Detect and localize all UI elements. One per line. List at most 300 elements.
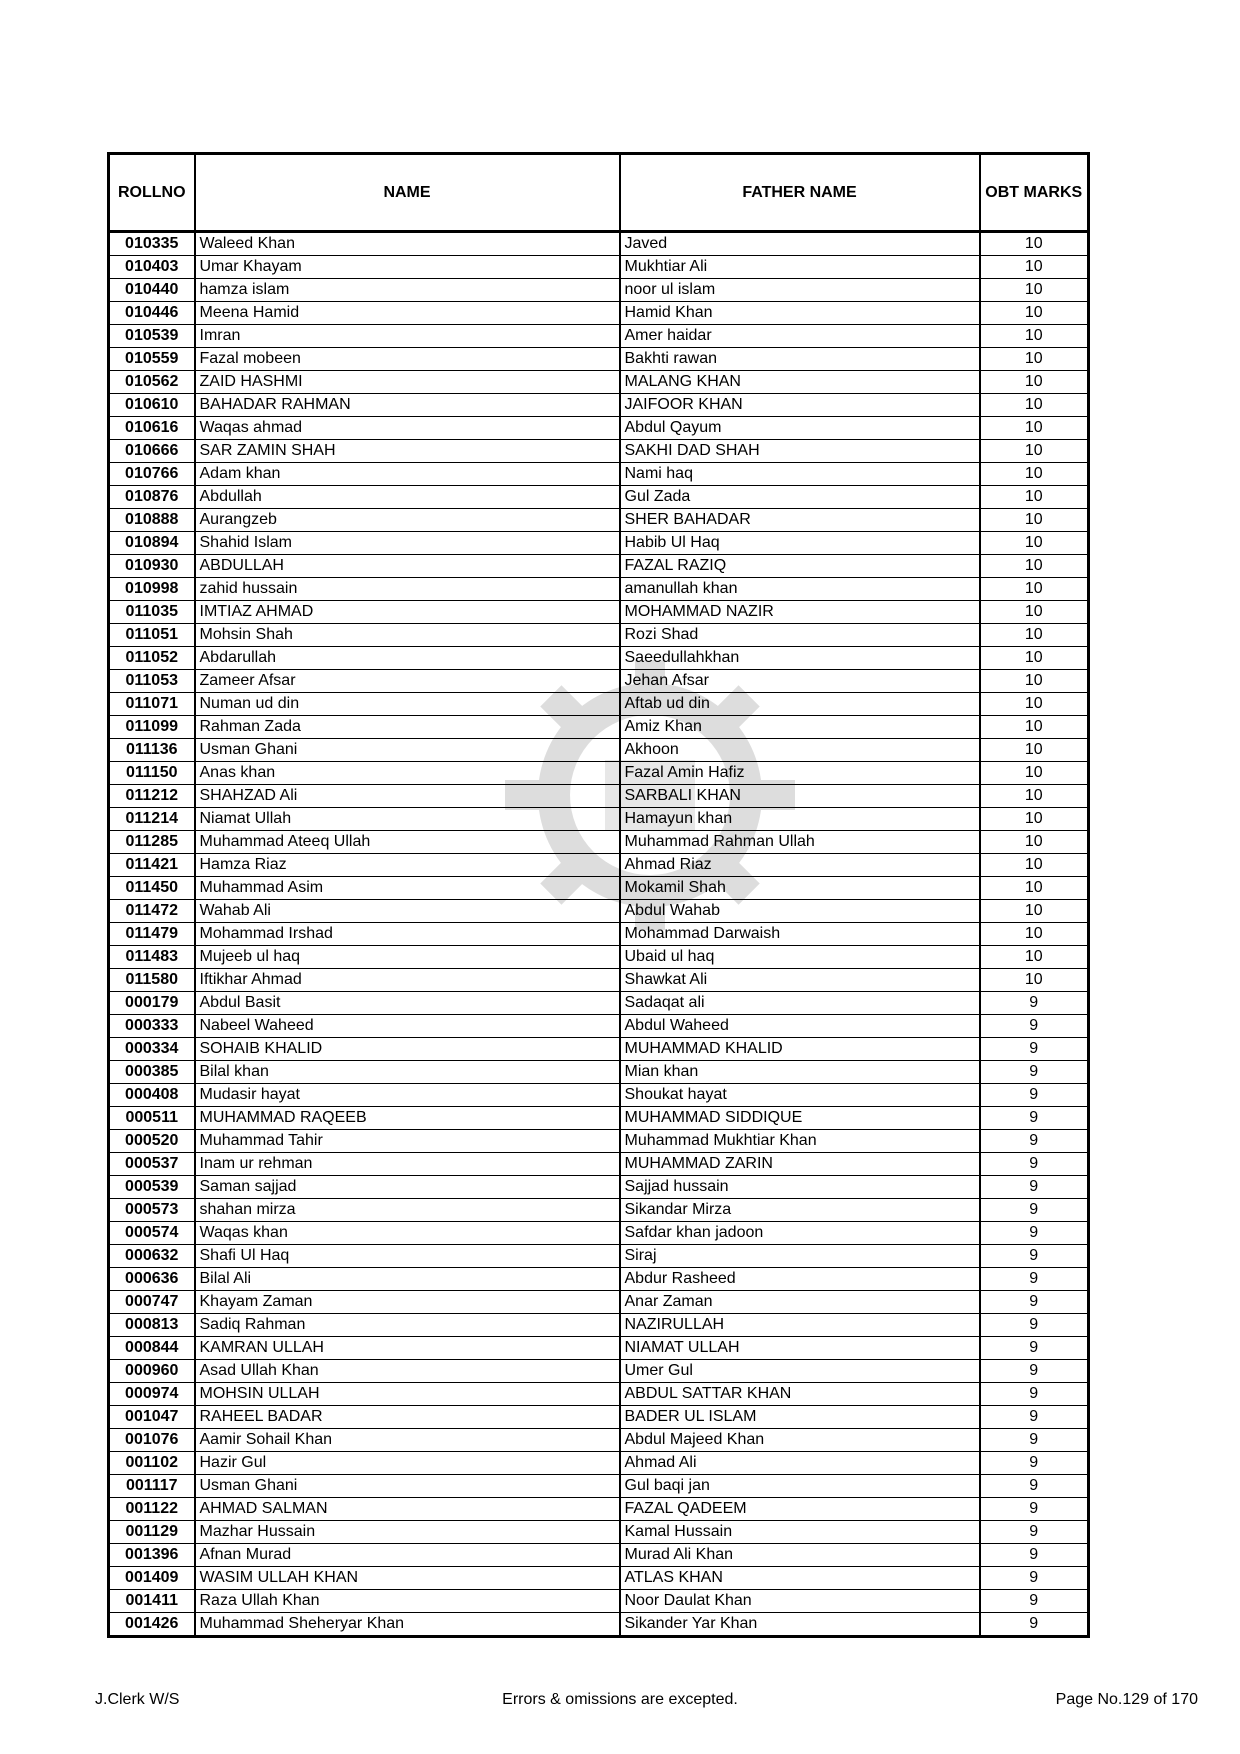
roll-number-cell: 000974 bbox=[109, 1383, 195, 1406]
table-row bbox=[109, 1176, 1089, 1199]
table-row bbox=[109, 1245, 1089, 1268]
student-name-cell: Bilal khan bbox=[195, 1061, 620, 1084]
roll-number-cell: 011580 bbox=[109, 969, 195, 992]
father-name-cell: Ubaid ul haq bbox=[620, 946, 980, 969]
marks-cell: 10 bbox=[980, 831, 1089, 854]
father-name-cell: Rozi Shad bbox=[620, 624, 980, 647]
marks-cell: 10 bbox=[980, 670, 1089, 693]
father-name-cell: NIAMAT ULLAH bbox=[620, 1337, 980, 1360]
roll-number-cell: 001102 bbox=[109, 1452, 195, 1475]
student-name-cell: Rahman Zada bbox=[195, 716, 620, 739]
student-name-cell: Aamir Sohail Khan bbox=[195, 1429, 620, 1452]
roll-number-cell: 010666 bbox=[109, 440, 195, 463]
table-row bbox=[109, 854, 1089, 877]
roll-number-cell: 001129 bbox=[109, 1521, 195, 1544]
table-row bbox=[109, 670, 1089, 693]
table-row bbox=[109, 946, 1089, 969]
table-row bbox=[109, 923, 1089, 946]
father-name-cell: Abdur Rasheed bbox=[620, 1268, 980, 1291]
father-name-cell: Hamid Khan bbox=[620, 302, 980, 325]
marks-cell: 10 bbox=[980, 532, 1089, 555]
roll-number-cell: 000511 bbox=[109, 1107, 195, 1130]
table-row bbox=[109, 1222, 1089, 1245]
father-name-cell: amanullah khan bbox=[620, 578, 980, 601]
roll-number-cell: 011285 bbox=[109, 831, 195, 854]
table-row bbox=[109, 877, 1089, 900]
father-name-cell: Amiz Khan bbox=[620, 716, 980, 739]
table-row bbox=[109, 232, 1089, 256]
student-name-cell: Shafi Ul Haq bbox=[195, 1245, 620, 1268]
father-name-cell: Ahmad Ali bbox=[620, 1452, 980, 1475]
student-name-cell: Wahab Ali bbox=[195, 900, 620, 923]
student-name-cell: Nabeel Waheed bbox=[195, 1015, 620, 1038]
marks-cell: 9 bbox=[980, 1360, 1089, 1383]
student-name-cell: WASIM ULLAH KHAN bbox=[195, 1567, 620, 1590]
marks-cell: 10 bbox=[980, 946, 1089, 969]
roll-number-cell: 010888 bbox=[109, 509, 195, 532]
father-name-cell: BADER UL ISLAM bbox=[620, 1406, 980, 1429]
table-row bbox=[109, 578, 1089, 601]
student-name-cell: Zameer Afsar bbox=[195, 670, 620, 693]
marks-cell: 9 bbox=[980, 1314, 1089, 1337]
table-row bbox=[109, 785, 1089, 808]
student-name-cell: ABDULLAH bbox=[195, 555, 620, 578]
table-row bbox=[109, 1521, 1089, 1544]
student-name-cell: Imran bbox=[195, 325, 620, 348]
roll-number-cell: 011136 bbox=[109, 739, 195, 762]
roll-number-cell: 000408 bbox=[109, 1084, 195, 1107]
roll-number-cell: 010403 bbox=[109, 256, 195, 279]
student-name-cell: Abdul Basit bbox=[195, 992, 620, 1015]
header-row bbox=[109, 154, 1089, 232]
marks-cell: 9 bbox=[980, 1337, 1089, 1360]
father-name-cell: Sikander Yar Khan bbox=[620, 1613, 980, 1637]
student-name-cell: KAMRAN ULLAH bbox=[195, 1337, 620, 1360]
rollno-header: ROLLNO bbox=[109, 154, 195, 232]
table-row bbox=[109, 555, 1089, 578]
father-name-cell: Umer Gul bbox=[620, 1360, 980, 1383]
roll-number-cell: 000960 bbox=[109, 1360, 195, 1383]
father-name-cell: Muhammad Rahman Ullah bbox=[620, 831, 980, 854]
table-row bbox=[109, 394, 1089, 417]
father-name-cell: MUHAMMAD ZARIN bbox=[620, 1153, 980, 1176]
student-name-cell: SAR ZAMIN SHAH bbox=[195, 440, 620, 463]
roll-number-cell: 000573 bbox=[109, 1199, 195, 1222]
marks-cell: 9 bbox=[980, 1475, 1089, 1498]
table-row bbox=[109, 624, 1089, 647]
table-row bbox=[109, 532, 1089, 555]
marks-cell: 9 bbox=[980, 1291, 1089, 1314]
marks-cell: 10 bbox=[980, 647, 1089, 670]
footer-clerk: J.Clerk W/S bbox=[95, 1691, 180, 1708]
roll-number-cell: 010559 bbox=[109, 348, 195, 371]
table-row bbox=[109, 417, 1089, 440]
table-row bbox=[109, 1406, 1089, 1429]
father-name-cell: Nami haq bbox=[620, 463, 980, 486]
student-name-cell: Muhammad Sheheryar Khan bbox=[195, 1613, 620, 1637]
student-name-cell: Usman Ghani bbox=[195, 739, 620, 762]
roll-number-cell: 000537 bbox=[109, 1153, 195, 1176]
table-row bbox=[109, 279, 1089, 302]
father-name-cell: Abdul Waheed bbox=[620, 1015, 980, 1038]
father-name-cell: MUHAMMAD SIDDIQUE bbox=[620, 1107, 980, 1130]
father-name-cell: JAIFOOR KHAN bbox=[620, 394, 980, 417]
marks-cell: 9 bbox=[980, 1130, 1089, 1153]
father-name-cell: Muhammad Mukhtiar Khan bbox=[620, 1130, 980, 1153]
marks-cell: 9 bbox=[980, 1107, 1089, 1130]
student-name-cell: Shahid Islam bbox=[195, 532, 620, 555]
student-name-cell: Saman sajjad bbox=[195, 1176, 620, 1199]
marks-cell: 9 bbox=[980, 1498, 1089, 1521]
table-row bbox=[109, 992, 1089, 1015]
table-row bbox=[109, 440, 1089, 463]
roll-number-cell: 000334 bbox=[109, 1038, 195, 1061]
table-row bbox=[109, 302, 1089, 325]
student-name-cell: Fazal mobeen bbox=[195, 348, 620, 371]
table-row bbox=[109, 1383, 1089, 1406]
marks-cell: 10 bbox=[980, 440, 1089, 463]
father-name-cell: Bakhti rawan bbox=[620, 348, 980, 371]
student-name-cell: Mazhar Hussain bbox=[195, 1521, 620, 1544]
marks-cell: 9 bbox=[980, 1153, 1089, 1176]
father-name-cell: Habib Ul Haq bbox=[620, 532, 980, 555]
table-row bbox=[109, 486, 1089, 509]
father-name-cell: Abdul Majeed Khan bbox=[620, 1429, 980, 1452]
marks-cell: 10 bbox=[980, 877, 1089, 900]
student-name-cell: Numan ud din bbox=[195, 693, 620, 716]
table-row bbox=[109, 647, 1089, 670]
father-name-cell: Abdul Wahab bbox=[620, 900, 980, 923]
table-row bbox=[109, 325, 1089, 348]
table-row bbox=[109, 601, 1089, 624]
marks-cell: 9 bbox=[980, 1268, 1089, 1291]
table-row bbox=[109, 1613, 1089, 1637]
student-name-cell: Hazir Gul bbox=[195, 1452, 620, 1475]
marks-cell: 10 bbox=[980, 509, 1089, 532]
marks-cell: 10 bbox=[980, 762, 1089, 785]
marks-cell: 9 bbox=[980, 1084, 1089, 1107]
marks-cell: 9 bbox=[980, 1061, 1089, 1084]
roll-number-cell: 001076 bbox=[109, 1429, 195, 1452]
table-row bbox=[109, 1337, 1089, 1360]
marks-cell: 10 bbox=[980, 808, 1089, 831]
marks-cell: 10 bbox=[980, 739, 1089, 762]
roll-number-cell: 010930 bbox=[109, 555, 195, 578]
marks-cell: 10 bbox=[980, 716, 1089, 739]
student-name-cell: Mudasir hayat bbox=[195, 1084, 620, 1107]
marks-cell: 9 bbox=[980, 1383, 1089, 1406]
student-name-cell: Hamza Riaz bbox=[195, 854, 620, 877]
student-name-cell: shahan mirza bbox=[195, 1199, 620, 1222]
table-row bbox=[109, 348, 1089, 371]
roll-number-cell: 010998 bbox=[109, 578, 195, 601]
marks-cell: 10 bbox=[980, 785, 1089, 808]
roll-number-cell: 000179 bbox=[109, 992, 195, 1015]
table-row bbox=[109, 1429, 1089, 1452]
marks-cell: 10 bbox=[980, 463, 1089, 486]
student-name-cell: Mujeeb ul haq bbox=[195, 946, 620, 969]
roll-number-cell: 000333 bbox=[109, 1015, 195, 1038]
table-row bbox=[109, 1475, 1089, 1498]
roll-number-cell: 001122 bbox=[109, 1498, 195, 1521]
marks-cell: 10 bbox=[980, 256, 1089, 279]
marks-cell: 9 bbox=[980, 992, 1089, 1015]
father-name-cell: Siraj bbox=[620, 1245, 980, 1268]
father-name-cell: FAZAL QADEEM bbox=[620, 1498, 980, 1521]
roll-number-cell: 011472 bbox=[109, 900, 195, 923]
roll-number-cell: 010562 bbox=[109, 371, 195, 394]
student-name-cell: Aurangzeb bbox=[195, 509, 620, 532]
student-name-cell: zahid hussain bbox=[195, 578, 620, 601]
father-name-cell: Aftab ud din bbox=[620, 693, 980, 716]
father-name-cell: Hamayun khan bbox=[620, 808, 980, 831]
table-row bbox=[109, 1567, 1089, 1590]
marks-cell: 9 bbox=[980, 1521, 1089, 1544]
roll-number-cell: 011479 bbox=[109, 923, 195, 946]
roll-number-cell: 000385 bbox=[109, 1061, 195, 1084]
father-name-cell: Mian khan bbox=[620, 1061, 980, 1084]
father-name-cell: noor ul islam bbox=[620, 279, 980, 302]
marks-cell: 10 bbox=[980, 232, 1089, 256]
marks-cell: 10 bbox=[980, 325, 1089, 348]
table-row bbox=[109, 739, 1089, 762]
table-row bbox=[109, 1015, 1089, 1038]
father-name-cell: Sajjad hussain bbox=[620, 1176, 980, 1199]
student-name-cell: Umar Khayam bbox=[195, 256, 620, 279]
marks-cell: 10 bbox=[980, 279, 1089, 302]
student-name-cell: Muhammad Tahir bbox=[195, 1130, 620, 1153]
marks-cell: 9 bbox=[980, 1245, 1089, 1268]
student-name-cell: Bilal Ali bbox=[195, 1268, 620, 1291]
roll-number-cell: 011071 bbox=[109, 693, 195, 716]
table-row bbox=[109, 1199, 1089, 1222]
marks-cell: 9 bbox=[980, 1590, 1089, 1613]
father-name-cell: Javed bbox=[620, 232, 980, 256]
footer-disclaimer: Errors & omissions are excepted. bbox=[502, 1691, 738, 1708]
marks-cell: 10 bbox=[980, 578, 1089, 601]
marks-cell: 10 bbox=[980, 624, 1089, 647]
father-name-cell: Mohammad Darwaish bbox=[620, 923, 980, 946]
marks-cell: 9 bbox=[980, 1015, 1089, 1038]
roll-number-cell: 000747 bbox=[109, 1291, 195, 1314]
roll-number-cell: 011099 bbox=[109, 716, 195, 739]
roll-number-cell: 000813 bbox=[109, 1314, 195, 1337]
roll-number-cell: 000539 bbox=[109, 1176, 195, 1199]
father-name-cell: MUHAMMAD KHALID bbox=[620, 1038, 980, 1061]
student-name-cell: Waqas ahmad bbox=[195, 417, 620, 440]
father-name-cell: MOHAMMAD NAZIR bbox=[620, 601, 980, 624]
father-name-cell: Mukhtiar Ali bbox=[620, 256, 980, 279]
roll-number-cell: 001396 bbox=[109, 1544, 195, 1567]
table-row bbox=[109, 1084, 1089, 1107]
student-name-cell: AHMAD SALMAN bbox=[195, 1498, 620, 1521]
father-name-cell: Shawkat Ali bbox=[620, 969, 980, 992]
father-name-cell: Fazal Amin Hafiz bbox=[620, 762, 980, 785]
marks-cell: 9 bbox=[980, 1613, 1089, 1637]
roll-number-cell: 000844 bbox=[109, 1337, 195, 1360]
father-name-cell: SHER BAHADAR bbox=[620, 509, 980, 532]
table-row bbox=[109, 509, 1089, 532]
marks-cell: 10 bbox=[980, 693, 1089, 716]
table-row bbox=[109, 463, 1089, 486]
student-name-cell: Raza Ullah Khan bbox=[195, 1590, 620, 1613]
roll-number-cell: 011052 bbox=[109, 647, 195, 670]
marks-cell: 10 bbox=[980, 394, 1089, 417]
father-name-header: FATHER NAME bbox=[620, 154, 980, 232]
father-name-cell: Anar Zaman bbox=[620, 1291, 980, 1314]
roll-number-cell: 011214 bbox=[109, 808, 195, 831]
marks-cell: 10 bbox=[980, 486, 1089, 509]
table-row bbox=[109, 1498, 1089, 1521]
student-name-cell: MOHSIN ULLAH bbox=[195, 1383, 620, 1406]
student-name-cell: Meena Hamid bbox=[195, 302, 620, 325]
student-name-cell: Inam ur rehman bbox=[195, 1153, 620, 1176]
student-name-cell: Khayam Zaman bbox=[195, 1291, 620, 1314]
table-row bbox=[109, 1061, 1089, 1084]
roll-number-cell: 001411 bbox=[109, 1590, 195, 1613]
student-name-cell: Mohsin Shah bbox=[195, 624, 620, 647]
roll-number-cell: 001047 bbox=[109, 1406, 195, 1429]
marks-cell: 9 bbox=[980, 1452, 1089, 1475]
student-name-cell: Mohammad Irshad bbox=[195, 923, 620, 946]
father-name-cell: Murad Ali Khan bbox=[620, 1544, 980, 1567]
table-row bbox=[109, 256, 1089, 279]
student-name-cell: SHAHZAD Ali bbox=[195, 785, 620, 808]
roll-number-cell: 001117 bbox=[109, 1475, 195, 1498]
roll-number-cell: 010894 bbox=[109, 532, 195, 555]
father-name-cell: ATLAS KHAN bbox=[620, 1567, 980, 1590]
roll-number-cell: 011051 bbox=[109, 624, 195, 647]
roll-number-cell: 011483 bbox=[109, 946, 195, 969]
student-name-cell: hamza islam bbox=[195, 279, 620, 302]
roll-number-cell: 000520 bbox=[109, 1130, 195, 1153]
father-name-cell: Jehan Afsar bbox=[620, 670, 980, 693]
father-name-cell: Sikandar Mirza bbox=[620, 1199, 980, 1222]
marks-cell: 9 bbox=[980, 1038, 1089, 1061]
father-name-cell: Gul baqi jan bbox=[620, 1475, 980, 1498]
father-name-cell: Kamal Hussain bbox=[620, 1521, 980, 1544]
father-name-cell: Shoukat hayat bbox=[620, 1084, 980, 1107]
student-name-cell: Muhammad Asim bbox=[195, 877, 620, 900]
student-name-cell: Abdullah bbox=[195, 486, 620, 509]
roll-number-cell: 010446 bbox=[109, 302, 195, 325]
roll-number-cell: 011421 bbox=[109, 854, 195, 877]
father-name-cell: Akhoon bbox=[620, 739, 980, 762]
father-name-cell: Saeedullahkhan bbox=[620, 647, 980, 670]
marks-cell: 9 bbox=[980, 1406, 1089, 1429]
table-row bbox=[109, 1291, 1089, 1314]
roll-number-cell: 011212 bbox=[109, 785, 195, 808]
marks-cell: 9 bbox=[980, 1429, 1089, 1452]
roll-number-cell: 011035 bbox=[109, 601, 195, 624]
marks-cell: 10 bbox=[980, 854, 1089, 877]
table-row bbox=[109, 1268, 1089, 1291]
father-name-cell: MALANG KHAN bbox=[620, 371, 980, 394]
student-name-cell: Afnan Murad bbox=[195, 1544, 620, 1567]
table-row bbox=[109, 1153, 1089, 1176]
roll-number-cell: 000574 bbox=[109, 1222, 195, 1245]
student-name-cell: Waleed Khan bbox=[195, 232, 620, 256]
roll-number-cell: 010610 bbox=[109, 394, 195, 417]
marks-cell: 9 bbox=[980, 1176, 1089, 1199]
roll-number-cell: 010876 bbox=[109, 486, 195, 509]
marks-cell: 10 bbox=[980, 417, 1089, 440]
table-row bbox=[109, 831, 1089, 854]
father-name-cell: Safdar khan jadoon bbox=[620, 1222, 980, 1245]
name-header: NAME bbox=[195, 154, 620, 232]
student-name-cell: Sadiq Rahman bbox=[195, 1314, 620, 1337]
roll-number-cell: 010440 bbox=[109, 279, 195, 302]
marks-cell: 10 bbox=[980, 923, 1089, 946]
table-row bbox=[109, 1360, 1089, 1383]
marks-cell: 10 bbox=[980, 900, 1089, 923]
marks-cell: 10 bbox=[980, 969, 1089, 992]
marks-cell: 9 bbox=[980, 1199, 1089, 1222]
table-row bbox=[109, 1314, 1089, 1337]
marks-cell: 10 bbox=[980, 555, 1089, 578]
roll-number-cell: 001426 bbox=[109, 1613, 195, 1637]
father-name-cell: Mokamil Shah bbox=[620, 877, 980, 900]
roll-number-cell: 011450 bbox=[109, 877, 195, 900]
roll-number-cell: 010766 bbox=[109, 463, 195, 486]
marks-cell: 10 bbox=[980, 302, 1089, 325]
father-name-cell: NAZIRULLAH bbox=[620, 1314, 980, 1337]
father-name-cell: Gul Zada bbox=[620, 486, 980, 509]
student-name-cell: Usman Ghani bbox=[195, 1475, 620, 1498]
father-name-cell: Ahmad Riaz bbox=[620, 854, 980, 877]
student-name-cell: Anas khan bbox=[195, 762, 620, 785]
father-name-cell: ABDUL SATTAR KHAN bbox=[620, 1383, 980, 1406]
roll-number-cell: 000632 bbox=[109, 1245, 195, 1268]
roll-number-cell: 000636 bbox=[109, 1268, 195, 1291]
roll-number-cell: 001409 bbox=[109, 1567, 195, 1590]
table-row bbox=[109, 1038, 1089, 1061]
table-row bbox=[109, 900, 1089, 923]
roll-number-cell: 010616 bbox=[109, 417, 195, 440]
footer-page-number: Page No.129 of 170 bbox=[1055, 1691, 1198, 1708]
table-row bbox=[109, 1452, 1089, 1475]
table-row bbox=[109, 969, 1089, 992]
marks-cell: 9 bbox=[980, 1544, 1089, 1567]
marks-cell: 10 bbox=[980, 348, 1089, 371]
roll-number-cell: 010335 bbox=[109, 232, 195, 256]
student-name-cell: Asad Ullah Khan bbox=[195, 1360, 620, 1383]
table-row bbox=[109, 1107, 1089, 1130]
student-name-cell: IMTIAZ AHMAD bbox=[195, 601, 620, 624]
student-name-cell: ZAID HASHMI bbox=[195, 371, 620, 394]
student-name-cell: Niamat Ullah bbox=[195, 808, 620, 831]
student-name-cell: SOHAIB KHALID bbox=[195, 1038, 620, 1061]
marks-cell: 9 bbox=[980, 1567, 1089, 1590]
marks-cell: 9 bbox=[980, 1222, 1089, 1245]
table-row bbox=[109, 716, 1089, 739]
table-row bbox=[109, 808, 1089, 831]
table-row bbox=[109, 371, 1089, 394]
father-name-cell: FAZAL RAZIQ bbox=[620, 555, 980, 578]
table-row bbox=[109, 1130, 1089, 1153]
roll-number-cell: 011053 bbox=[109, 670, 195, 693]
marks-cell: 10 bbox=[980, 371, 1089, 394]
father-name-cell: Abdul Qayum bbox=[620, 417, 980, 440]
student-name-cell: Waqas khan bbox=[195, 1222, 620, 1245]
father-name-cell: Noor Daulat Khan bbox=[620, 1590, 980, 1613]
table-row bbox=[109, 762, 1089, 785]
student-name-cell: Muhammad Ateeq Ullah bbox=[195, 831, 620, 854]
father-name-cell: SAKHI DAD SHAH bbox=[620, 440, 980, 463]
table-row bbox=[109, 693, 1089, 716]
results-table bbox=[107, 152, 1090, 1638]
table-row bbox=[109, 1544, 1089, 1567]
